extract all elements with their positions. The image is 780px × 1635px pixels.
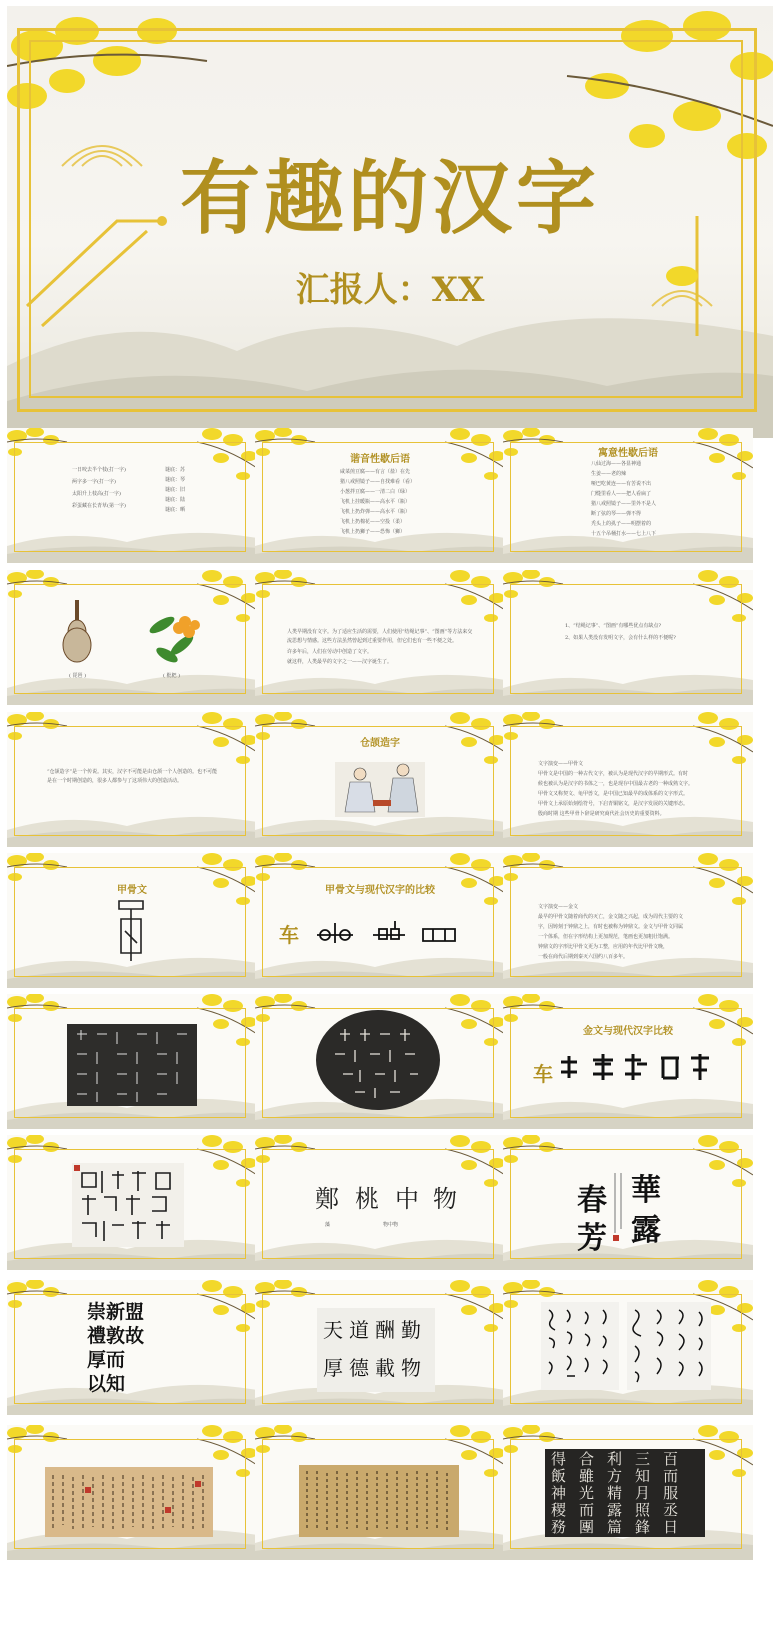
question-line: 2、如果人类没有发明文字，会有什么样的不便呢?: [565, 635, 676, 641]
text-line: 字，因铸刻于钟鼎之上，有时也被称为钟鼎文。金文与甲骨文同属: [538, 924, 684, 930]
riddle-answer: 谜底：苏: [165, 467, 186, 473]
paragraph: 就这样，人类最早的文字之一——汉字诞生了。: [287, 659, 393, 665]
glyph: 華: [631, 1173, 661, 1208]
text-line: 文字演变——金文: [538, 904, 579, 910]
slide-regular[interactable]: [255, 1280, 505, 1415]
slide-riddles[interactable]: [7, 428, 257, 563]
oracle-glyph-image: [7, 853, 257, 988]
glyph: 崇: [87, 1301, 107, 1323]
slide-seal-chars[interactable]: [255, 1135, 505, 1270]
text-line: 甲骨文是中国的一种古代文字，被认为是现代汉字的早期形式。有时: [538, 771, 689, 777]
glyph: 敦: [106, 1325, 126, 1347]
saying-line: 小葱拌豆腐——一清二白（绿）: [340, 489, 411, 495]
saying-line: 断了弦的琴——弹不得: [591, 511, 642, 517]
riddle-answer: 谜底：晒: [165, 507, 186, 513]
glyph: 照: [635, 1501, 664, 1519]
saying-line: 哑巴吃黄连——有苦说不出: [591, 481, 652, 487]
glyph: 務: [551, 1518, 580, 1536]
oracle-car-glyphs: [255, 853, 505, 988]
image-label: ( 琵琶 ): [69, 673, 87, 679]
slide-clerical[interactable]: [7, 1280, 257, 1415]
glyph: 道: [349, 1318, 375, 1342]
slide-oracle-text[interactable]: [503, 712, 753, 847]
glyph: 月: [635, 1484, 664, 1502]
question-line: 1、“结绳记事”、“图画”有哪些优点有缺点?: [565, 623, 662, 629]
glyph: 以: [87, 1373, 107, 1395]
slide-title: 谐音性歇后语: [350, 454, 410, 465]
text-line: 文字演变——甲骨文: [538, 761, 584, 767]
glyph: 新: [106, 1301, 126, 1323]
slide-xiehouyu-1[interactable]: [255, 428, 505, 563]
stele-rubbing-image: [67, 1024, 197, 1106]
glyph: 神: [551, 1484, 580, 1502]
running-strokes: [541, 1302, 619, 1390]
saying-line: 咸菜煎豆腐——有言（盐）在先: [340, 469, 411, 475]
riddle-line: 太阳升上枝高(打一字): [72, 491, 121, 497]
slide-bronze-rubbing[interactable]: [255, 994, 505, 1129]
slide-seal-script[interactable]: [7, 1135, 257, 1270]
saying-line: 八仙过海——各显神通: [591, 461, 642, 467]
glyph: 而: [579, 1501, 608, 1519]
glyph: 厚: [87, 1349, 107, 1371]
slide-cangjie[interactable]: [255, 712, 505, 847]
riddle-line: 彩蛋藏在长青草(第一字): [72, 503, 126, 509]
glyph: 丞: [663, 1501, 692, 1519]
glyph: 盟: [125, 1301, 145, 1323]
slide-xiehouyu-2[interactable]: [503, 428, 753, 563]
glyph: 方: [607, 1467, 636, 1485]
scroll-texture: [299, 1465, 459, 1537]
glyph: 春: [577, 1183, 607, 1218]
paragraph: “仓颉造字”是一个传说。其实，汉字不可能是由仓颉一个人创造的。也不可能是在一个时期创造的，很多人都参与了这项伟大的创造活动。: [47, 769, 218, 784]
scroll-image: [45, 1467, 213, 1537]
text-line: 最早的甲骨文随着商代的灭亡，金文随之兴起，成为周代主要的文: [538, 914, 684, 920]
glyph: 團: [579, 1518, 608, 1536]
regular-row-1: [323, 1314, 427, 1343]
glyph: 中: [395, 1185, 419, 1213]
saying-line: 门缝里看人——把人看扁了: [591, 491, 652, 497]
slide-bronze-compare[interactable]: [503, 994, 753, 1129]
glyph: 露: [631, 1213, 661, 1248]
saying-line: 秃头上的虱子——明摆着的: [591, 521, 652, 527]
stele-glyph-grid: [551, 1451, 701, 1537]
image-label: ( 枇杷 ): [163, 673, 181, 679]
glyph: 酬: [375, 1318, 401, 1342]
glyph: 禮: [87, 1325, 107, 1347]
glyph: 芳: [577, 1221, 607, 1256]
text-line: 一个体系，但在字形结构上更加规范，笔画也更加粗壮饱满。: [538, 934, 674, 940]
cover-slide[interactable]: [7, 6, 773, 438]
glyph: 知: [635, 1467, 664, 1485]
regular-row-2: [323, 1352, 427, 1381]
paragraph: 人类早期没有文字。为了适应生活的需要，人们使用“结绳记事”、“图画”等方法来交流思想与情感。这些方法虽然曾起到过重要作用，但它们也有一些不便之处。: [287, 629, 473, 644]
scroll-texture: [45, 1467, 213, 1537]
slide-questions[interactable]: [503, 570, 753, 705]
rubbing-texture: [67, 1024, 197, 1106]
saying-line: 飞机上扔狮子——恐怖（狮）: [340, 529, 406, 535]
glyph: 載: [375, 1356, 401, 1380]
glyph: 德: [349, 1356, 375, 1380]
text-line: 钟鼎文的字形比甲骨文更为工整，应用的年代比甲骨文晚，: [538, 944, 669, 950]
glyph: 雖: [579, 1467, 608, 1485]
compare-char: 车: [533, 1062, 553, 1086]
scroll-image: [299, 1465, 459, 1537]
glyph: 勤: [401, 1318, 427, 1342]
paragraph: 许多年后，人们在劳动中创造了文字。: [287, 649, 373, 655]
slide-oracle-compare[interactable]: [255, 853, 505, 988]
saying-line: 飞机上扔棉花——空投（柔）: [340, 519, 406, 525]
glyph: 百: [663, 1451, 692, 1468]
glyph: 天: [323, 1318, 349, 1342]
saying-line: 飞机上挂暖瓶——高水平（瓶）: [340, 499, 411, 505]
compare-char: 车: [279, 923, 299, 947]
slide-stele-regular[interactable]: [503, 1425, 753, 1560]
saying-line: 生姜——老的辣: [591, 471, 627, 477]
text-line: 候也被认为是汉字的书体之一，也是现存中国最古老的一种成熟文字。: [538, 781, 694, 787]
glyph: 物: [433, 1185, 457, 1213]
bronze-car-glyphs: [503, 994, 753, 1129]
glyph: 鋒: [635, 1518, 664, 1536]
slide-title: 金文与现代汉字比较: [583, 1026, 673, 1037]
seal-script-image: [72, 1163, 184, 1247]
text-line: 甲骨文又称契文、龟甲兽文，是中国已知最早的成体系的文字形式。: [538, 791, 689, 797]
glyph-label: 藻: [325, 1222, 331, 1228]
glyph: 光: [579, 1484, 608, 1502]
glyph: 鄭: [315, 1185, 339, 1213]
riddle-answer: 谜底：琴: [165, 477, 186, 483]
glyph: 合: [579, 1451, 608, 1468]
slide-title: 甲骨文与现代汉字的比较: [325, 885, 435, 896]
cover-title: 有趣的汉字: [180, 151, 600, 245]
slide-bronze-text[interactable]: [503, 853, 753, 988]
saying-line: 十五个吊桶打水——七上八下: [591, 531, 657, 537]
glyph: 日: [663, 1518, 692, 1536]
saying-line: 猪八戒照镜子——里外不是人: [591, 501, 657, 507]
pipa-loquat-image: [7, 570, 257, 705]
bronze-rubbing-image: [255, 994, 505, 1129]
clerical-glyphs: [87, 1300, 187, 1396]
slide-pipa-loquat[interactable]: [7, 570, 257, 705]
riddle-line: 一日咬去半个枝(打一字): [72, 467, 126, 473]
glyph: 知: [106, 1373, 126, 1395]
glyph: 篇: [607, 1518, 636, 1536]
glyph: 飯: [551, 1467, 580, 1485]
text-line: 殷商时期 这些甲骨卜辞是研究商代社会历史的重要资料。: [538, 811, 665, 817]
glyph-label: 物中物: [383, 1222, 399, 1228]
glyph: 厚: [323, 1356, 349, 1380]
glyph: 桃: [355, 1185, 379, 1213]
glyph: 得: [551, 1451, 580, 1468]
slide-origin-text[interactable]: [255, 570, 505, 705]
slide-frame: [14, 442, 246, 552]
cover-reporter: 汇报人：XX: [295, 270, 485, 310]
glyph: 服: [663, 1484, 692, 1502]
saying-line: 猪八戒照镜子——自找难看（看）: [340, 479, 416, 485]
slide-couplet[interactable]: [503, 1135, 753, 1270]
slide-oracle[interactable]: [7, 853, 257, 988]
slide-title: 仓颉造字: [360, 738, 400, 749]
glyph: 利: [607, 1451, 636, 1468]
glyph: 露: [607, 1501, 636, 1519]
glyph: 三: [635, 1451, 664, 1468]
glyph: 而: [663, 1467, 692, 1485]
glyph: 而: [106, 1349, 126, 1371]
glyph: 故: [125, 1325, 145, 1347]
slide-title: 甲骨文: [117, 885, 147, 896]
running-script-image-2: [627, 1302, 711, 1390]
glyph: 稷: [551, 1501, 580, 1519]
text-line: 甲骨文上承原始刻绘符号，下启青铜铭文，是汉字发展的关键形态。: [538, 801, 689, 807]
slide-running[interactable]: [503, 1280, 753, 1415]
riddle-answer: 谜底：旧: [165, 487, 186, 493]
saying-line: 飞机上扔炸弹——高水平（瓶）: [340, 509, 411, 515]
slide-cangjie-text[interactable]: [7, 712, 257, 847]
riddle-line: 两字多一字(打一字): [72, 479, 116, 485]
seal-script-strokes: [72, 1163, 184, 1247]
running-strokes: [627, 1302, 711, 1390]
slide-stele-rubbing[interactable]: [7, 994, 257, 1129]
slide-title: 寓意性歇后语: [598, 448, 658, 459]
slide-scroll-2[interactable]: [255, 1425, 505, 1560]
riddle-answer: 谜底：陆: [165, 497, 186, 503]
slide-scroll-1[interactable]: [7, 1425, 257, 1560]
couplet-inscription: [503, 1135, 753, 1270]
text-line: 一般在商代后期到秦灭六国约八百多年。: [538, 954, 629, 960]
slide-frame: [510, 867, 742, 977]
running-script-image-1: [541, 1302, 619, 1390]
cangjie-illustration: [255, 712, 505, 847]
glyph: 精: [607, 1484, 636, 1502]
glyph: 物: [401, 1356, 427, 1380]
